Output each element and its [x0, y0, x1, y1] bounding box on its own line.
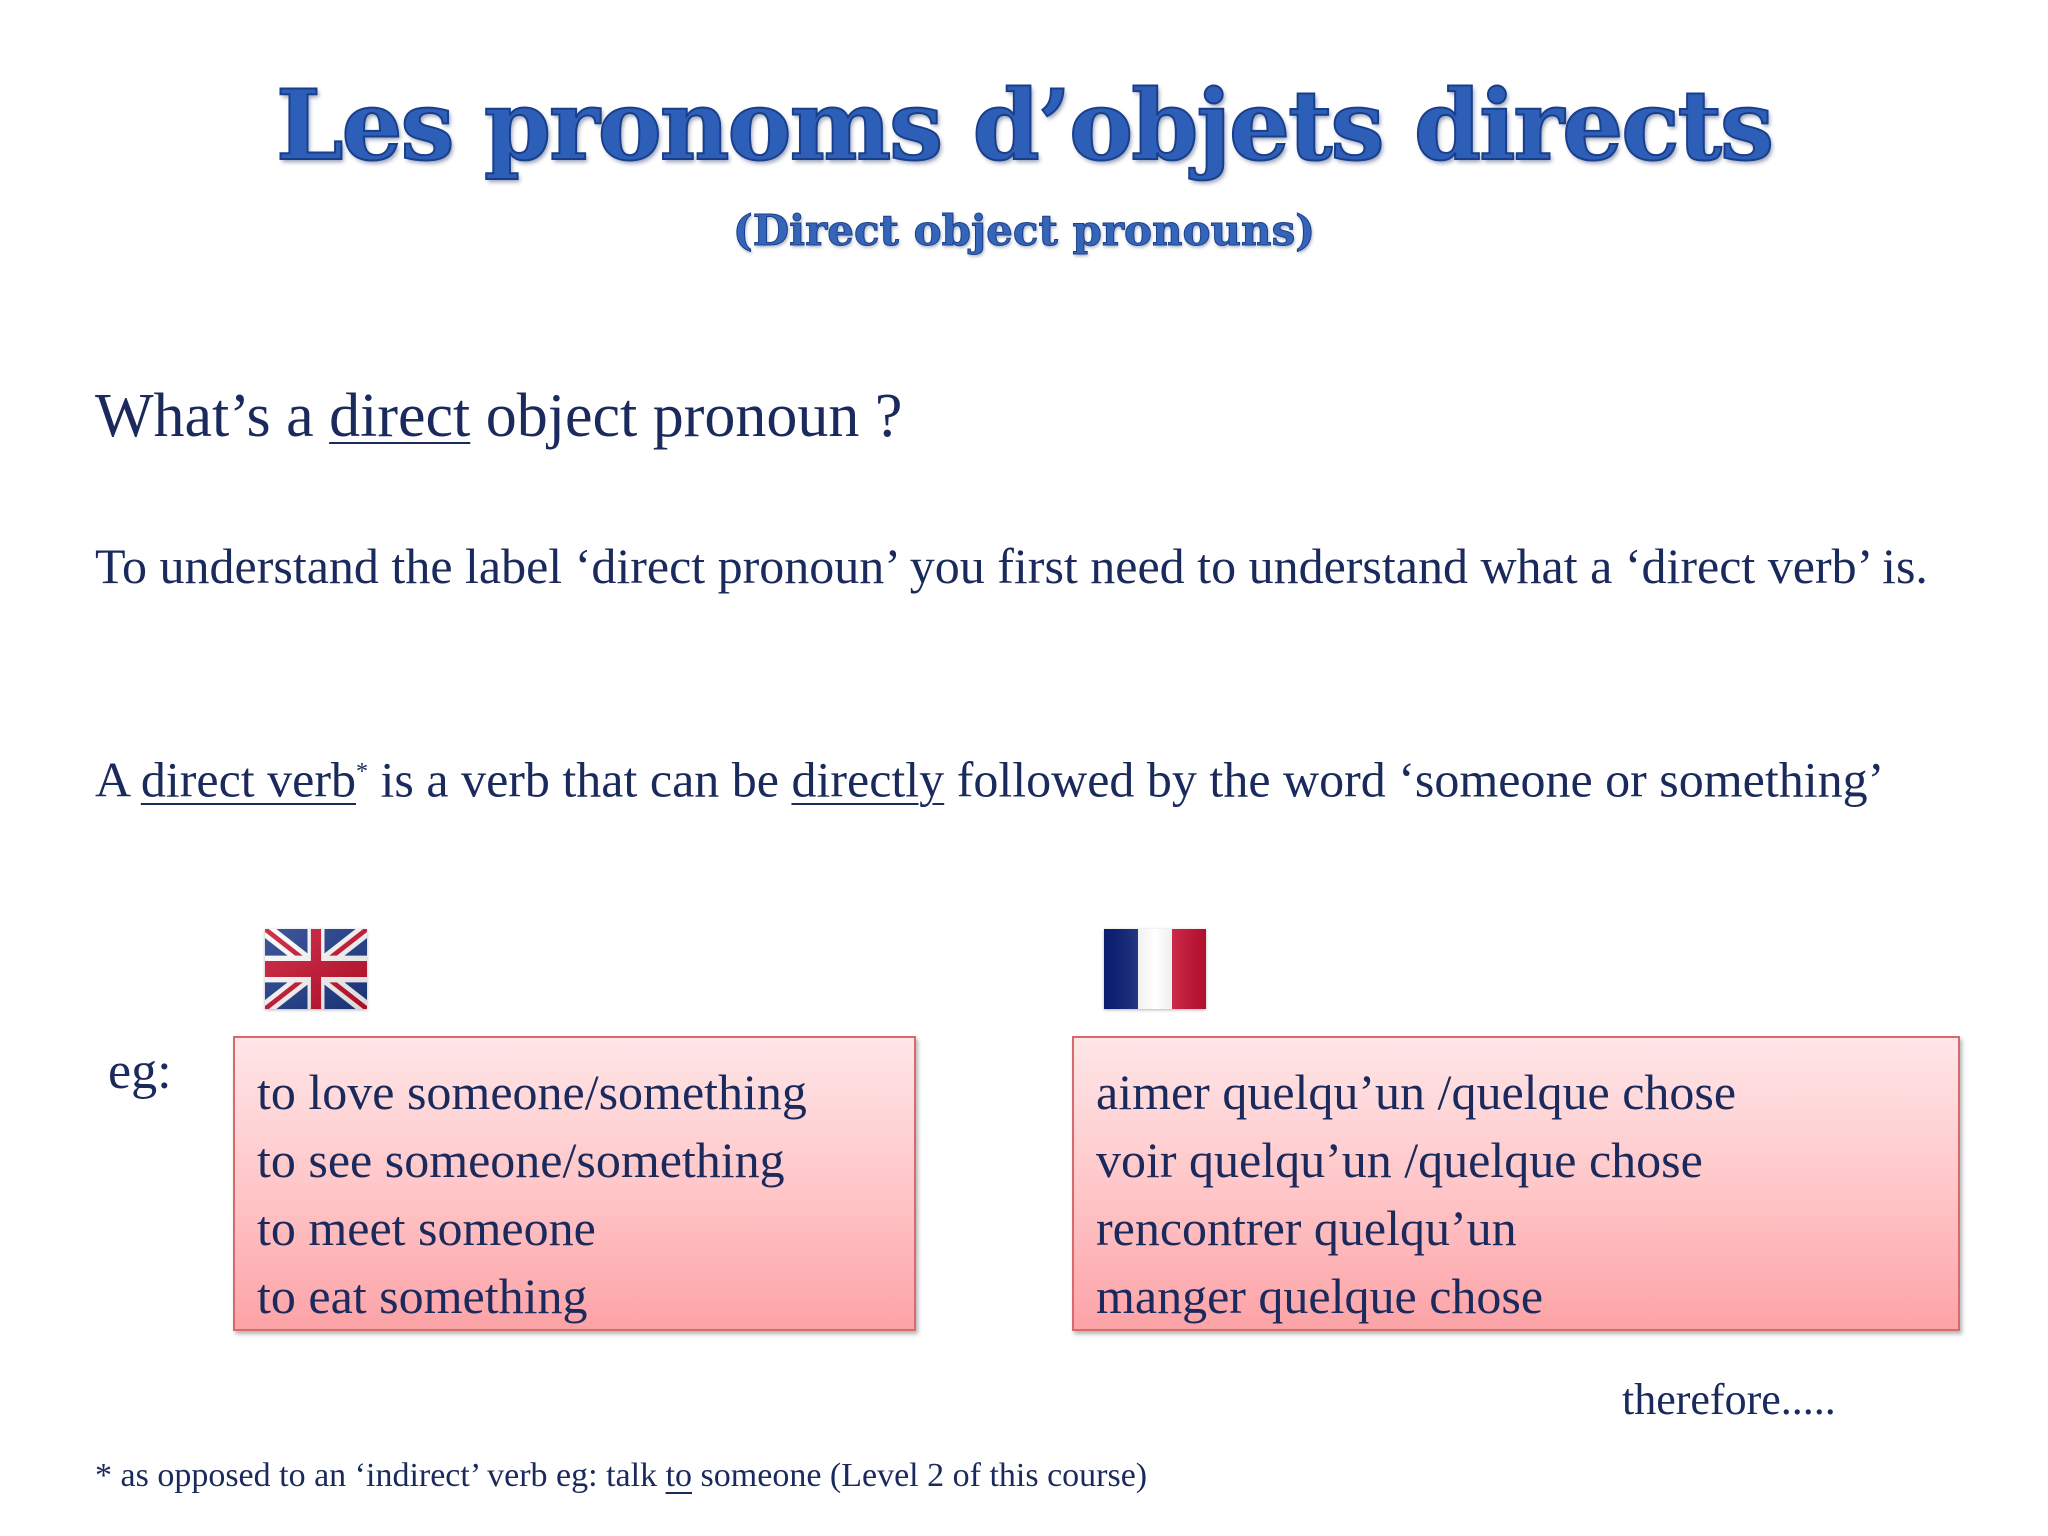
question-text-after: object pronoun ? — [470, 382, 903, 450]
french-examples-box — [1072, 1036, 1960, 1331]
definition-asterisk: * — [356, 759, 369, 785]
footnote-underlined-word: to — [665, 1457, 693, 1494]
english-example: to see someone/something — [257, 1132, 785, 1188]
french-example: rencontrer quelqu’un — [1096, 1200, 1517, 1256]
french-example: manger quelque chose — [1096, 1268, 1544, 1324]
definition-end: followed by the word ‘someone or something’ — [944, 751, 1885, 808]
definition-article: A — [95, 751, 141, 808]
english-example: to love someone/something — [257, 1064, 807, 1120]
example-label: eg: — [108, 1043, 172, 1100]
paragraph-direct-verb-definition — [95, 738, 1975, 814]
english-examples-box — [233, 1036, 916, 1331]
definition-direct-verb: direct verb — [140, 751, 357, 808]
footnote — [95, 1459, 1147, 1493]
question-heading — [95, 382, 903, 450]
english-example: to meet someone — [257, 1200, 596, 1256]
english-example: to eat something — [257, 1268, 588, 1324]
therefore-text: therefore..... — [1622, 1375, 1836, 1424]
french-example: voir quelqu’un /quelque chose — [1096, 1132, 1703, 1188]
france-flag-icon — [1104, 929, 1206, 1009]
slide-subtitle: (Direct object pronouns) — [732, 206, 1316, 255]
definition-directly: directly — [791, 751, 945, 808]
uk-flag-icon — [265, 929, 367, 1009]
paragraph-direct-verb-intro: To understand the label ‘direct pronoun’ you first need to understand what a ‘direct verb’ is. — [95, 538, 1928, 594]
footnote-text-before: * as opposed to an ‘indirect’ verb eg: talk — [95, 1457, 666, 1494]
footnote-text-after: someone (Level 2 of this course) — [692, 1457, 1148, 1494]
french-example: aimer quelqu’un /quelque chose — [1096, 1064, 1737, 1120]
question-underlined-word: direct — [329, 382, 471, 450]
definition-middle: is a verb that can be — [368, 751, 792, 808]
slide-title: Les pronoms d’objets directs — [275, 69, 1773, 182]
question-text-before: What’s a — [95, 382, 330, 450]
